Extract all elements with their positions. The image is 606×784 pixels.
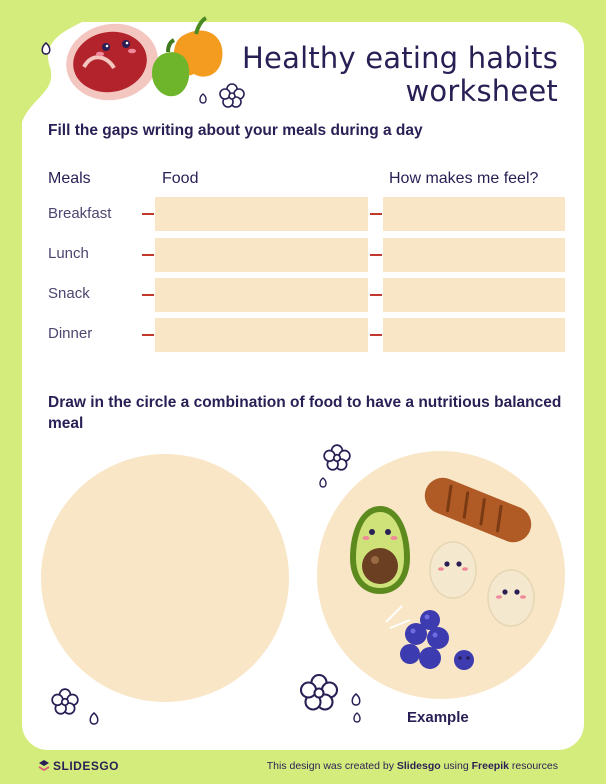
credit-freepik-link[interactable]: Freepik (471, 760, 509, 772)
seed-icon (352, 712, 362, 724)
seed-icon (318, 477, 328, 489)
credit-suffix: resources (511, 760, 558, 772)
meal-label-breakfast: Breakfast (48, 205, 112, 222)
flower-icon (298, 672, 340, 714)
seed-icon (198, 93, 208, 105)
slidesgo-logo (38, 759, 119, 773)
row-dash (142, 213, 154, 215)
egg-illustration (485, 566, 537, 628)
row-dash (370, 334, 382, 336)
row-dash (370, 213, 382, 215)
feeling-input-dinner[interactable] (383, 318, 565, 352)
egg-illustration (427, 538, 479, 600)
meals-instruction: Fill the gaps writing about your meals during a day (48, 122, 423, 139)
feeling-input-lunch[interactable] (383, 238, 565, 272)
example-label: Example (407, 709, 469, 726)
food-input-lunch[interactable] (155, 238, 368, 272)
row-dash (142, 254, 154, 256)
meal-label-dinner: Dinner (48, 325, 93, 342)
row-dash (142, 294, 154, 296)
credit-mid: using (443, 760, 469, 772)
seed-icon (88, 712, 100, 726)
food-input-dinner[interactable] (155, 318, 368, 352)
blueberries-illustration (380, 598, 484, 682)
column-header-feelings: How makes me feel? (389, 170, 539, 187)
seed-icon (40, 42, 52, 56)
slidesgo-logo-text: SLIDESGO (53, 759, 120, 773)
slidesgo-logo-icon (38, 760, 50, 771)
meal-label-lunch: Lunch (48, 245, 89, 262)
row-dash (370, 254, 382, 256)
credit-prefix: This design was created by (266, 760, 394, 772)
footer-credit (267, 760, 558, 772)
peppers-illustration (146, 14, 228, 102)
row-dash (142, 334, 154, 336)
column-header-food: Food (162, 170, 199, 187)
page-title: Healthy eating habits worksheet (242, 41, 558, 108)
drawing-circle[interactable] (41, 454, 289, 702)
drawing-instruction: Draw in the circle a combination of food to have a nutritious balanced meal (48, 394, 562, 432)
food-input-snack[interactable] (155, 278, 368, 312)
feeling-input-snack[interactable] (383, 278, 565, 312)
flower-icon (50, 687, 80, 717)
flower-icon (322, 443, 352, 473)
food-input-breakfast[interactable] (155, 197, 368, 231)
feeling-input-breakfast[interactable] (383, 197, 565, 231)
column-header-meals: Meals (48, 170, 91, 187)
seed-icon (350, 693, 362, 707)
meal-label-snack: Snack (48, 285, 90, 302)
credit-slidesgo-link[interactable]: Slidesgo (396, 760, 441, 772)
avocado-illustration (344, 502, 416, 598)
row-dash (370, 294, 382, 296)
